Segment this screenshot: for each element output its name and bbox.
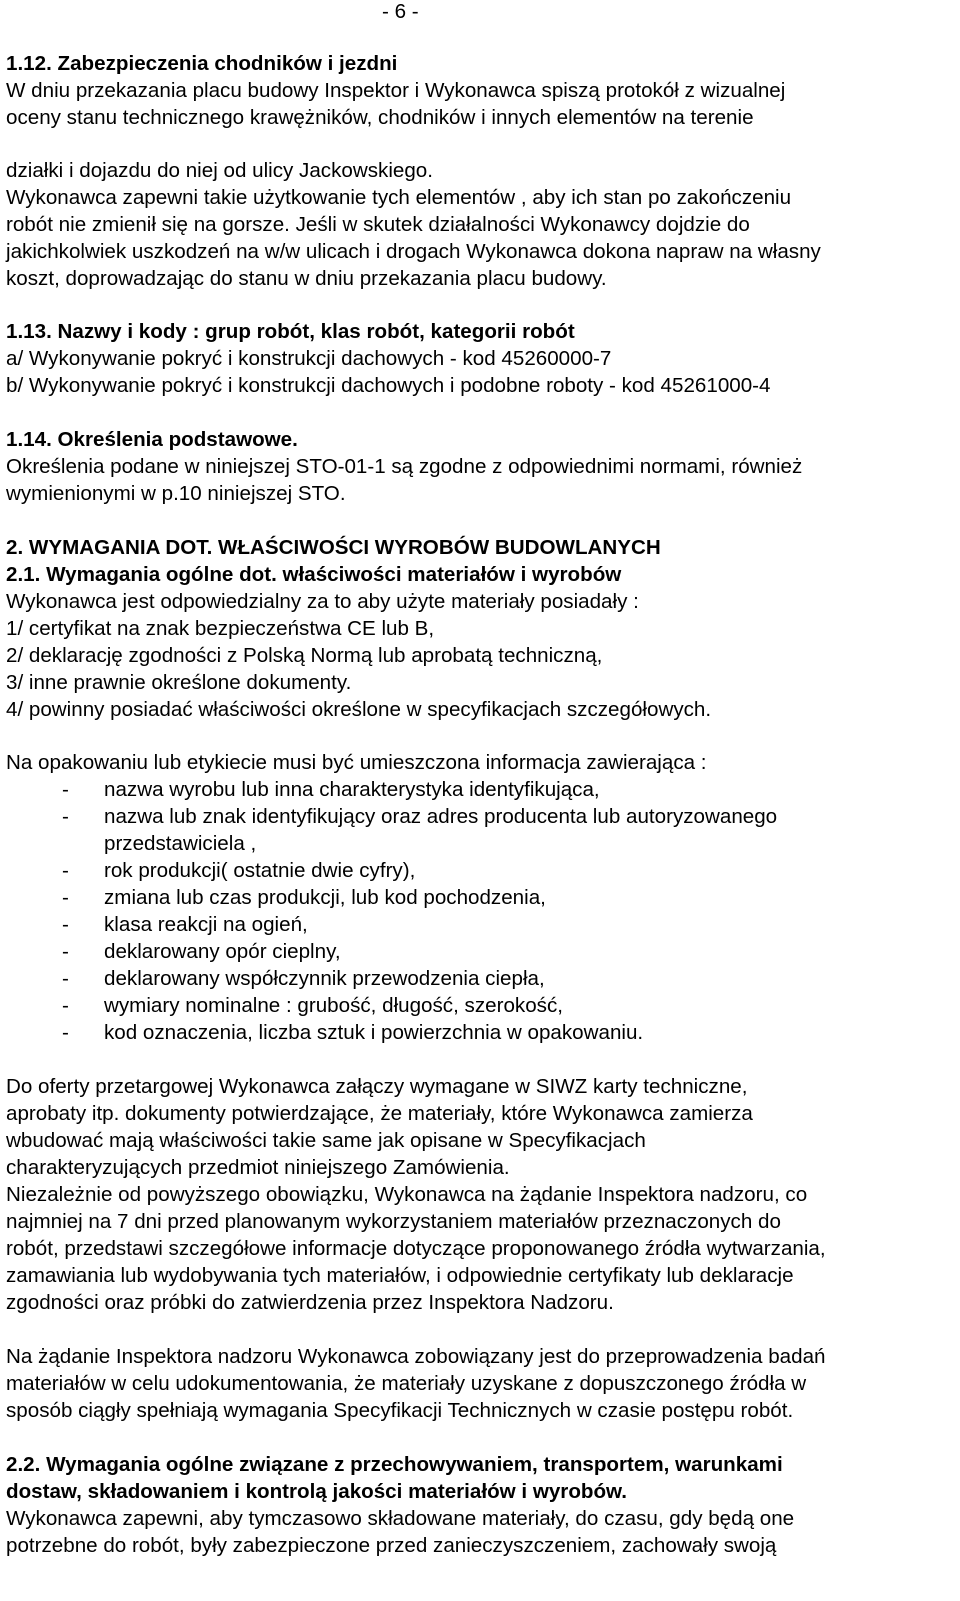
text-line: wymienionymi w p.10 niniejszej STO. [6, 482, 346, 505]
text-line: Na żądanie Inspektora nadzoru Wykonawca zobowiązany jest do przeprowadzenia badań [6, 1345, 826, 1368]
text-line: materiałów w celu udokumentowania, że materiały uzyskane z dopuszczonego źródła w [6, 1372, 807, 1395]
section-heading: 2.1. Wymagania ogólne dot. właściwości materiałów i wyrobów [6, 563, 622, 586]
list-bullet: - [62, 940, 69, 963]
text-line: 2/ deklarację zgodności z Polską Normą lub aprobatą techniczną, [6, 644, 603, 667]
text-line: klasa reakcji na ogień, [104, 913, 308, 936]
text-line: deklarowany opór cieplny, [104, 940, 341, 963]
section-heading: dostaw, składowaniem i kontrolą jakości materiałów i wyrobów. [6, 1480, 628, 1503]
list-bullet: - [62, 805, 69, 828]
text-line: rok produkcji( ostatnie dwie cyfry), [104, 859, 416, 882]
text-line: b/ Wykonywanie pokryć i konstrukcji dachowych i podobne roboty - kod 45261000-4 [6, 374, 771, 397]
text-line: 1/ certyfikat na znak bezpieczeństwa CE lub B, [6, 617, 435, 640]
list-bullet: - [62, 994, 69, 1017]
section-heading: 2. WYMAGANIA DOT. WŁAŚCIWOŚCI WYROBÓW BUDOWLANYCH [6, 536, 661, 559]
text-line: robót, przedstawi szczegółowe informacje dotyczące proponowanego źródła wytwarzania, [6, 1237, 826, 1260]
text-line: wymiary nominalne : grubość, długość, szerokość, [104, 994, 563, 1017]
text-line: robót nie zmienił się na gorsze. Jeśli w skutek działalności Wykonawcy dojdzie do [6, 213, 750, 236]
text-line: koszt, doprowadzając do stanu w dniu przekazania placu budowy. [6, 267, 607, 290]
text-line: a/ Wykonywanie pokryć i konstrukcji dachowych - kod 45260000-7 [6, 347, 612, 370]
text-line: sposób ciągły spełniają wymagania Specyfikacji Technicznych w czasie postępu robót. [6, 1399, 794, 1422]
text-line: działki i dojazdu do niej od ulicy Jackowskiego. [6, 159, 433, 182]
text-line: aprobaty itp. dokumenty potwierdzające, że materiały, które Wykonawca zamierza [6, 1102, 753, 1125]
text-line: Niezależnie od powyższego obowiązku, Wykonawca na żądanie Inspektora nadzoru, co [6, 1183, 808, 1206]
text-line: nazwa wyrobu lub inna charakterystyka identyfikująca, [104, 778, 600, 801]
text-line: oceny stanu technicznego krawężników, chodników i innych elementów na terenie [6, 106, 754, 129]
section-heading: 1.14. Określenia podstawowe. [6, 428, 298, 451]
section-heading: 1.13. Nazwy i kody : grup robót, klas robót, kategorii robót [6, 320, 575, 343]
list-bullet: - [62, 778, 69, 801]
text-line: zmiana lub czas produkcji, lub kod pochodzenia, [104, 886, 546, 909]
text-line: Określenia podane w niniejszej STO-01-1 są zgodne z odpowiednimi normami, również [6, 455, 803, 478]
text-line: Na opakowaniu lub etykiecie musi być umieszczona informacja zawierająca : [6, 751, 707, 774]
text-line: potrzebne do robót, były zabezpieczone przed zanieczyszczeniem, zachowały swoją [6, 1534, 777, 1557]
text-line: Do oferty przetargowej Wykonawca załączy wymagane w SIWZ karty techniczne, [6, 1075, 748, 1098]
text-line: 4/ powinny posiadać właściwości określone w specyfikacjach szczegółowych. [6, 698, 712, 721]
text-line: kod oznaczenia, liczba sztuk i powierzchnia w opakowaniu. [104, 1021, 644, 1044]
list-bullet: - [62, 1021, 69, 1044]
list-bullet: - [62, 886, 69, 909]
text-line: W dniu przekazania placu budowy Inspektor i Wykonawca spiszą protokół z wizualnej [6, 79, 786, 102]
text-line: Wykonawca zapewni, aby tymczasowo składowane materiały, do czasu, gdy będą one [6, 1507, 795, 1530]
section-heading: 2.2. Wymagania ogólne związane z przechowywaniem, transportem, warunkami [6, 1453, 783, 1476]
text-line: zgodności oraz próbki do zatwierdzenia przez Inspektora Nadzoru. [6, 1291, 614, 1314]
text-line: 3/ inne prawnie określone dokumenty. [6, 671, 352, 694]
text-line: przedstawiciela , [104, 832, 257, 855]
section-heading: 1.12. Zabezpieczenia chodników i jezdni [6, 52, 398, 75]
list-bullet: - [62, 913, 69, 936]
text-line: najmniej na 7 dni przed planowanym wykorzystaniem materiałów przeznaczonych do [6, 1210, 781, 1233]
text-line: deklarowany współczynnik przewodzenia ciepła, [104, 967, 545, 990]
text-line: nazwa lub znak identyfikujący oraz adres producenta lub autoryzowanego [104, 805, 778, 828]
page-number: - 6 - [382, 0, 419, 23]
text-line: jakichkolwiek uszkodzeń na w/w ulicach i drogach Wykonawca dokona napraw na własny [6, 240, 821, 263]
text-line: Wykonawca zapewni takie użytkowanie tych elementów , aby ich stan po zakończeniu [6, 186, 792, 209]
text-line: Wykonawca jest odpowiedzialny za to aby użyte materiały posiadały : [6, 590, 639, 613]
list-bullet: - [62, 859, 69, 882]
text-line: charakteryzujących przedmiot niniejszego Zamówienia. [6, 1156, 510, 1179]
list-bullet: - [62, 967, 69, 990]
text-line: wbudować mają właściwości takie same jak opisane w Specyfikacjach [6, 1129, 646, 1152]
text-line: zamawiania lub wydobywania tych materiałów, i odpowiednie certyfikaty lub deklaracje [6, 1264, 794, 1287]
